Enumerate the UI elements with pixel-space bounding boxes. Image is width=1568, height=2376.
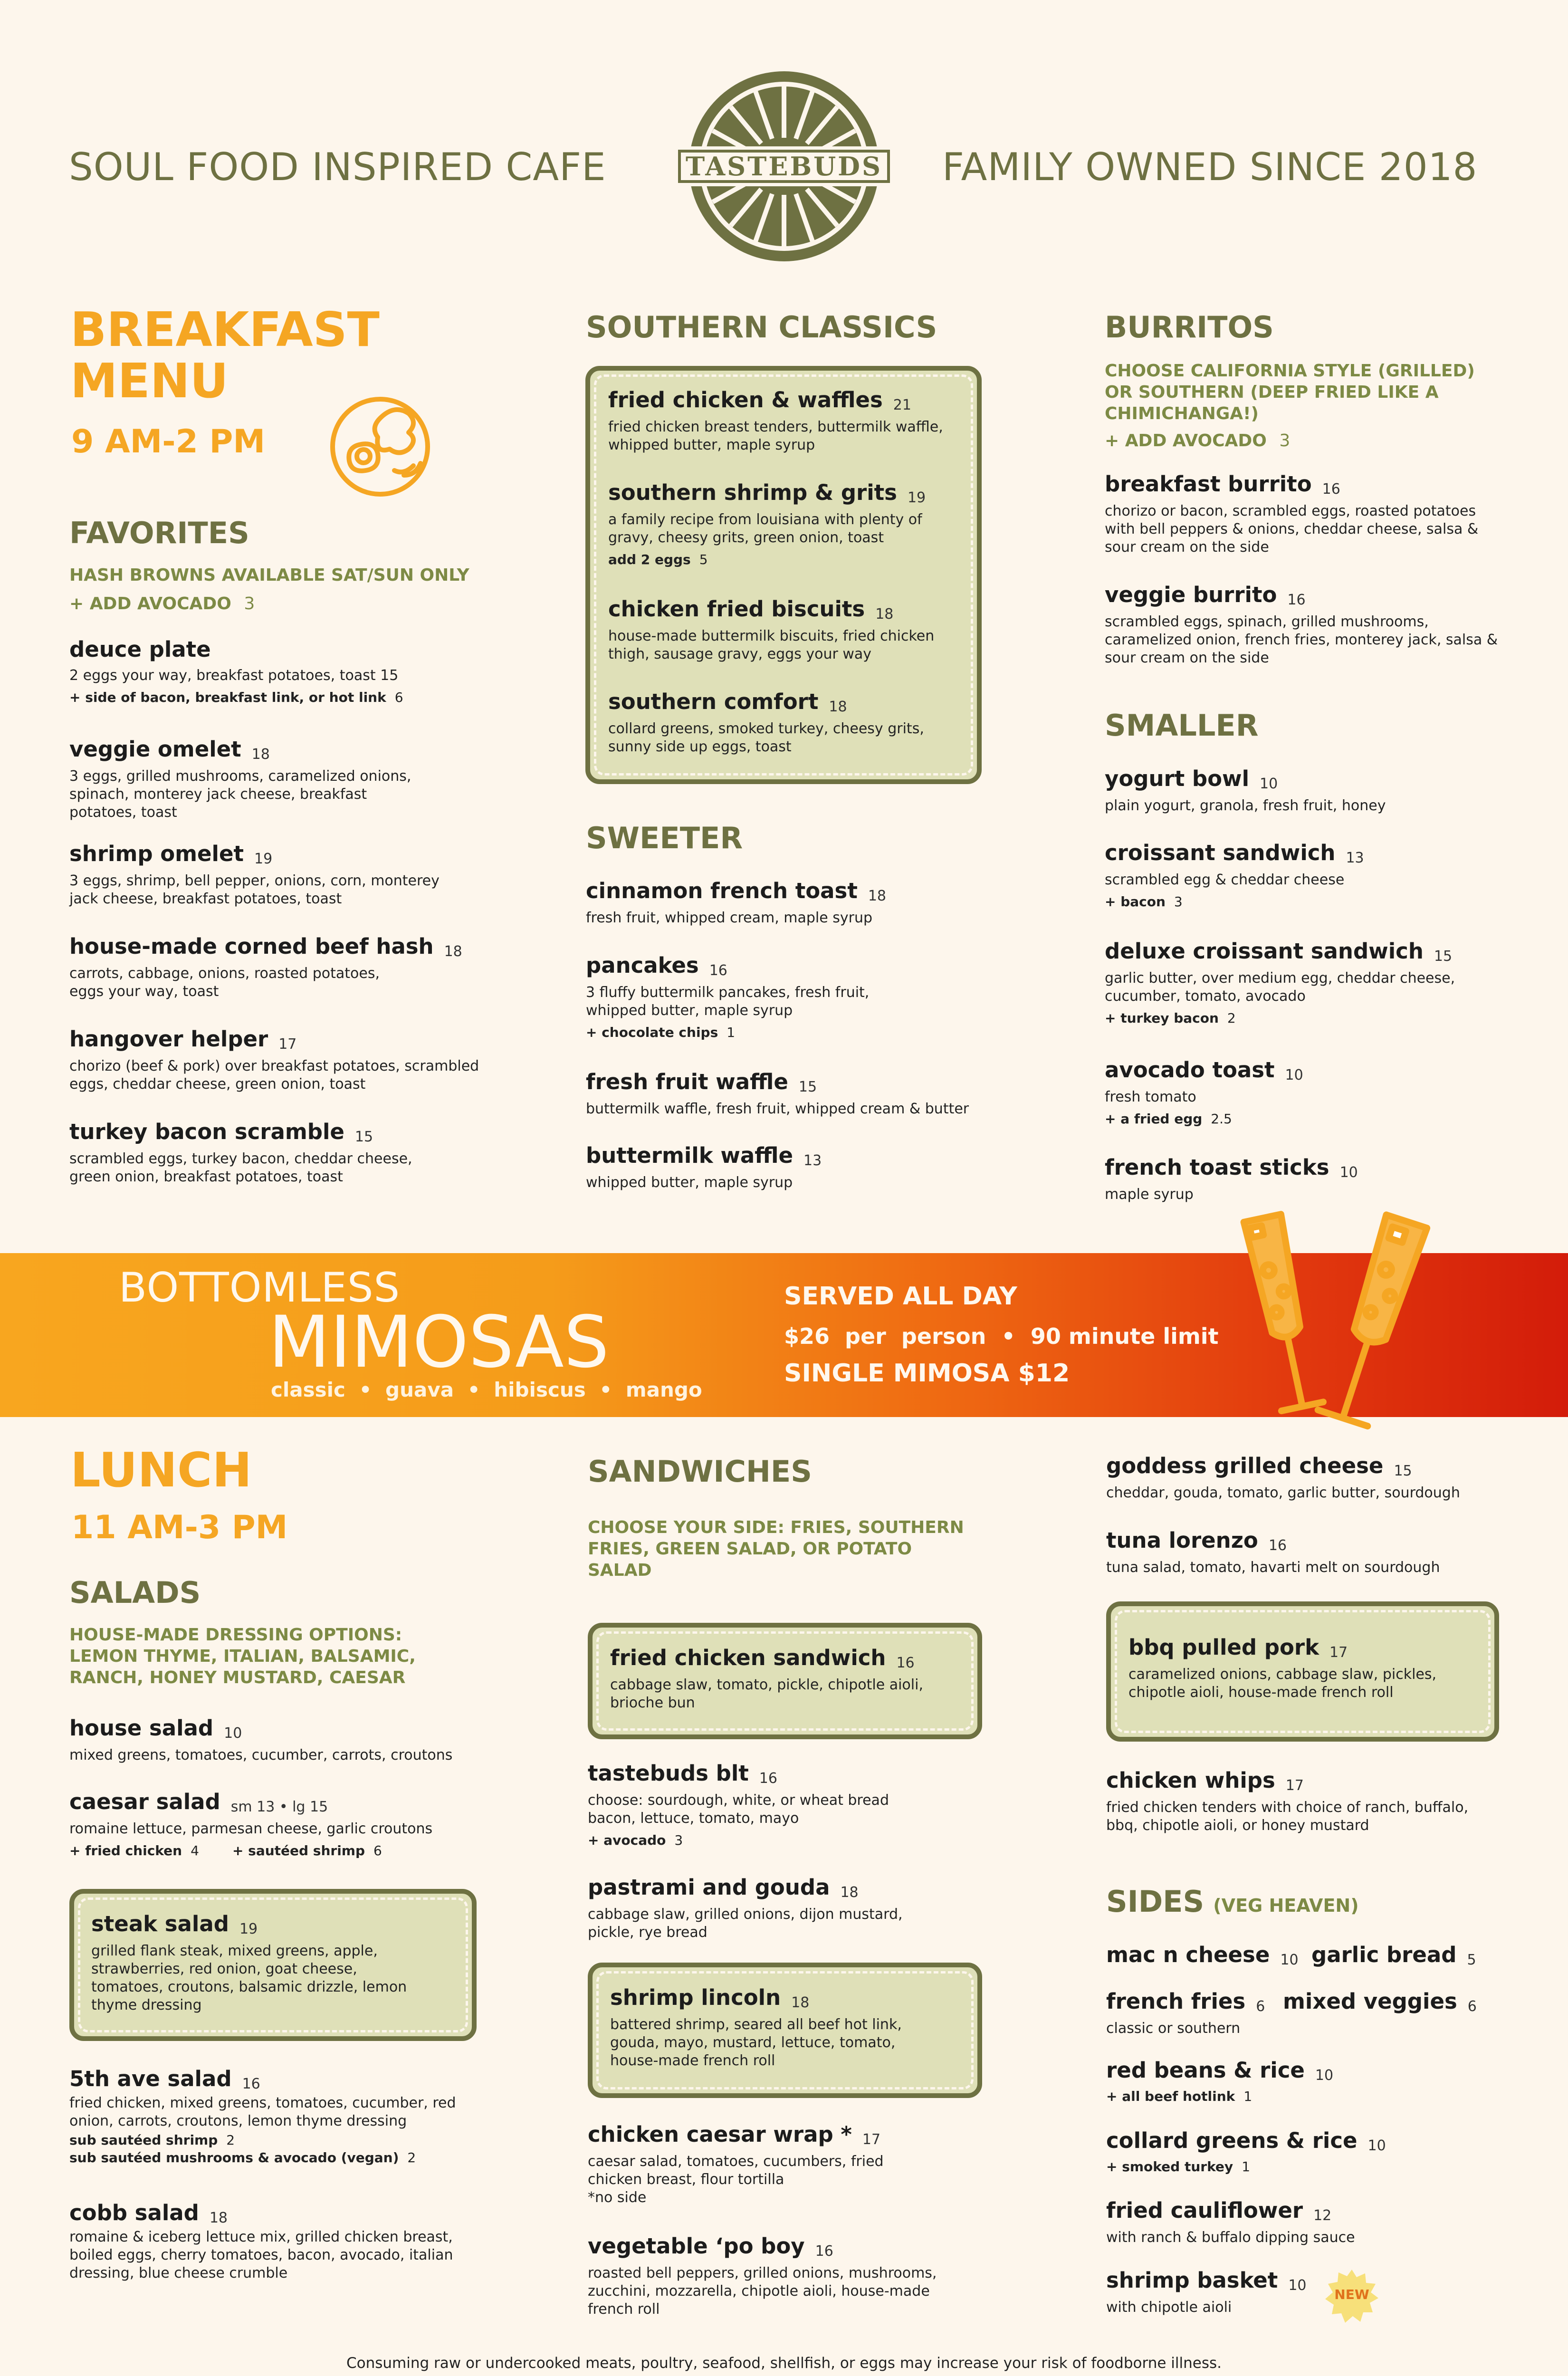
item-desc: chorizo or bacon, scrambled eggs, roasted potatoes with bell peppers & onions, cheddar cheese, salsa & sour cream on the side (1105, 503, 1479, 556)
item-name: french toast sticks (1105, 1155, 1329, 1180)
menu-item-turkey-bacon-scramble (69, 1119, 478, 1186)
item-desc: caramelized onions, cabbage slaw, pickles, chipotle aioli, house-made french roll (1128, 1666, 1437, 1701)
item-price: 16 (242, 2076, 260, 2092)
item-desc: battered shrimp, seared all beef hot link, gouda, mayo, mustard, lettuce, tomato, house-made french roll (610, 2016, 902, 2069)
item-addon-2-price: 2 (407, 2150, 416, 2165)
item-desc: chorizo (beef & pork) over breakfast potatoes, scrambled eggs, cheddar cheese, green onion, toast (69, 1058, 479, 1092)
menu-item-veggie-burrito (1105, 582, 1504, 667)
footer-disclaimer: Consuming raw or undercooked meats, poultry, seafood, shellfish, or eggs may increase your risk of foodborne illness. (346, 2355, 1222, 2372)
logo-wordmark: TASTEBUDS (685, 151, 883, 182)
item-name: bbq pulled pork (1128, 1635, 1319, 1660)
item-price: 13 (1346, 850, 1364, 866)
item-name: deuce plate (69, 637, 211, 662)
item-name: red beans & rice (1106, 2058, 1305, 2083)
item-name: house salad (69, 1715, 214, 1741)
menu-item-shrimp-basket (1106, 2268, 1486, 2317)
item-price: 16 (759, 1770, 777, 1787)
item-desc: plain yogurt, granola, fresh fruit, honey (1105, 797, 1386, 814)
item-price: 18 (251, 746, 270, 763)
item-desc: scrambled eggs, turkey bacon, cheddar cheese, green onion, breakfast potatoes, toast (69, 1150, 412, 1185)
item-price: 19 (239, 1921, 258, 1937)
item-addon: + avocado (588, 1832, 666, 1848)
item-price: 17 (1285, 1777, 1304, 1794)
salads-title: SALADS (69, 1575, 201, 1610)
item-price: 17 (1329, 1644, 1348, 1661)
item-desc: fried chicken, mixed greens, tomatoes, cucumber, red onion, carrots, croutons, lemon thyme dressing (69, 2095, 456, 2129)
favorites-avocado-addon (69, 593, 255, 614)
item-name: caesar salad (69, 1789, 220, 1814)
item-name: turkey bacon scramble (69, 1119, 344, 1144)
item-name: french fries (1106, 1989, 1246, 2014)
item-desc: cheddar, gouda, tomato, garlic butter, sourdough (1106, 1485, 1460, 1501)
item-price: 16 (815, 2243, 833, 2260)
item-name: mac n cheese (1106, 1942, 1270, 1967)
right-tagline: FAMILY OWNED SINCE 2018 (942, 145, 1478, 189)
item-name: cinnamon french toast (586, 878, 858, 903)
smaller-title: SMALLER (1105, 708, 1259, 743)
item-desc: 3 eggs, grilled mushrooms, caramelized onions, spinach, monterey jack cheese, breakfast potatoes, toast (69, 768, 411, 821)
item-name: shrimp omelet (69, 841, 244, 866)
item-name: deluxe croissant sandwich (1105, 939, 1424, 964)
item-desc: tuna salad, tomato, havarti melt on sourdough (1106, 1559, 1440, 1576)
item-note: *no side (588, 2189, 647, 2206)
breakfast-title-line1: BREAKFAST (70, 302, 380, 357)
item-price: 10 (1315, 2067, 1334, 2084)
burritos-addon-label: + ADD AVOCADO (1105, 431, 1267, 450)
item-name: goddess grilled cheese (1106, 1453, 1384, 1478)
mimosa-served: SERVED ALL DAY (784, 1282, 1017, 1311)
item-price: 16 (1268, 1537, 1287, 1554)
item-price: sm 13 • lg 15 (230, 1799, 328, 1815)
mimosa-title: MIMOSAS (268, 1301, 609, 1384)
item-desc: 3 fluffy buttermilk pancakes, fresh fruit, whipped butter, maple syrup (586, 984, 870, 1019)
flavor-hibiscus: hibiscus (494, 1378, 586, 1401)
item-price: 18 (868, 888, 887, 904)
item-price: 17 (278, 1036, 297, 1053)
item-addon-price: 3 (1174, 894, 1183, 910)
breakfast-title-line2: MENU (70, 353, 229, 409)
item-name: fried chicken & waffles (608, 387, 883, 412)
burritos-note: CHOOSE CALIFORNIA STYLE (GRILLED) OR SOUTHERN (DEEP FRIED LIKE A CHIMICHANGA!) (1105, 361, 1475, 423)
burritos-addon-price: 3 (1279, 431, 1291, 450)
menu-item-shrimp-omelet (69, 841, 478, 908)
item-price: 18 (209, 2210, 228, 2226)
menu-item-steak-salad (91, 1911, 462, 2014)
item-desc: with chipotle aioli (1106, 2299, 1232, 2316)
menu-item-fried-cauliflower (1106, 2198, 1486, 2247)
menu-item-buttermilk-waffle (586, 1143, 975, 1192)
item-desc: 2 eggs your way, breakfast potatoes, toast 15 (69, 667, 399, 684)
item-name: fried cauliflower (1106, 2198, 1303, 2223)
item-name: shrimp basket (1106, 2268, 1278, 2293)
item-desc: 3 eggs, shrimp, bell pepper, onions, corn, monterey jack cheese, breakfast potatoes, toast (69, 872, 440, 907)
item-name: tuna lorenzo (1106, 1528, 1258, 1553)
item-desc: maple syrup (1105, 1186, 1194, 1203)
item-name: pastrami and gouda (588, 1875, 830, 1900)
item-price: 16 (1322, 481, 1340, 498)
item-name: house-made corned beef hash (69, 934, 434, 959)
item-addon-price: 1 (1243, 2089, 1252, 2104)
menu-item-fried-chicken-sandwich (610, 1645, 971, 1712)
item-desc: roasted bell peppers, grilled onions, mushrooms, zucchini, mozzarella, chipotle aioli, house-made french roll (588, 2265, 937, 2318)
item-price: 13 (803, 1152, 822, 1169)
item-price: 18 (444, 943, 462, 960)
item-price: 16 (1287, 592, 1306, 608)
item-desc: cabbage slaw, tomato, pickle, chipotle aioli, brioche bun (610, 1677, 923, 1711)
item-name: southern comfort (608, 689, 819, 714)
menu-item-chicken-whips (1106, 1768, 1515, 1835)
mimosa-single: SINGLE MIMOSA $12 (784, 1359, 1070, 1388)
sweeter-title: SWEETER (586, 821, 743, 855)
lunch-title: LUNCH (70, 1442, 252, 1498)
menu-item-avocado-toast (1105, 1057, 1504, 1127)
menu-item-house-salad (69, 1715, 497, 1764)
item-price: 17 (862, 2131, 881, 2148)
item-name: chicken fried biscuits (608, 596, 865, 622)
sides-heading (1106, 1884, 1359, 1919)
menu-item-bbq-pulled-pork (1128, 1635, 1490, 1702)
menu-item-veggie-omelet (69, 737, 449, 822)
item-name: tastebuds blt (588, 1761, 749, 1786)
menu-item-mixed-veggies (1283, 1989, 1477, 2015)
item-name: southern shrimp & grits (608, 480, 897, 505)
menu-item-red-beans-rice (1106, 2058, 1486, 2104)
item-price: 10 (1260, 776, 1278, 792)
favorites-title: FAVORITES (69, 516, 249, 550)
item-price: 6 (1256, 1998, 1265, 2015)
menu-item-tuna-lorenzo (1106, 1528, 1515, 1577)
item-desc: carrots, cabbage, onions, roasted potatoes, eggs your way, toast (69, 965, 380, 1000)
item-name: yogurt bowl (1105, 766, 1249, 791)
menu-item-yogurt-bowl (1105, 766, 1504, 815)
item-name: fresh fruit waffle (586, 1069, 788, 1094)
item-price: 10 (1339, 1164, 1358, 1181)
item-addon: sub sautéed shrimp (69, 2132, 218, 2148)
menu-item-croissant-sandwich (1105, 840, 1504, 910)
item-price: 15 (798, 1079, 817, 1095)
burritos-title: BURRITOS (1105, 310, 1274, 345)
mimosa-bottomless: BOTTOMLESS (119, 1264, 401, 1312)
southern-classics-title: SOUTHERN CLASSICS (586, 310, 937, 345)
item-price: 6 (1467, 1998, 1477, 2015)
left-tagline: SOUL FOOD INSPIRED CAFE (69, 145, 606, 189)
item-desc: scrambled eggs, spinach, grilled mushrooms, caramelized onion, french fries, monterey jack, salsa & sour cream on the side (1105, 613, 1498, 666)
item-name: cobb salad (69, 2200, 199, 2225)
item-price: 18 (791, 1994, 810, 2011)
menu-item-goddess-grilled-cheese (1106, 1453, 1515, 1502)
menu-item-cobb-salad (69, 2200, 497, 2282)
item-name: fried chicken sandwich (610, 1645, 886, 1670)
item-desc: romaine & iceberg lettuce mix, grilled chicken breast, boiled eggs, cherry tomatoes, bacon, avocado, italian dressing, blue cheese crumble (69, 2229, 453, 2281)
item-desc: house-made buttermilk biscuits, fried chicken thigh, sausage gravy, eggs your way (608, 628, 935, 662)
item-name: garlic bread (1311, 1942, 1457, 1967)
tastebuds-logo (665, 67, 903, 276)
item-name: chicken caesar wrap * (588, 2122, 852, 2147)
menu-item-pastrami-and-gouda (588, 1875, 987, 1942)
item-addon-price: 2.5 (1211, 1111, 1232, 1127)
item-addon-price: 1 (1242, 2159, 1251, 2175)
favorites-note: HASH BROWNS AVAILABLE SAT/SUN ONLY (69, 565, 469, 585)
item-desc: garlic butter, over medium egg, cheddar cheese, cucumber, tomato, avocado (1105, 970, 1455, 1005)
item-name: shrimp lincoln (610, 1985, 781, 2010)
flavor-guava: guava (385, 1378, 454, 1401)
item-price: 19 (254, 851, 273, 867)
item-addon: + chocolate chips (586, 1025, 718, 1040)
item-name: pancakes (586, 953, 699, 978)
item-desc: fried chicken tenders with choice of ranch, buffalo, bbq, chipotle aioli, or honey mustard (1106, 1799, 1469, 1834)
menu-item-deluxe-croissant-sandwich (1105, 939, 1504, 1026)
item-price: 16 (709, 962, 727, 979)
item-addon: + turkey bacon (1105, 1010, 1219, 1026)
item-desc: fresh fruit, whipped cream, maple syrup (586, 910, 873, 926)
item-addon: + bacon (1105, 894, 1166, 910)
item-name: hangover helper (69, 1026, 268, 1052)
item-desc: caesar salad, tomatoes, cucumbers, fried chicken breast, flour tortilla (588, 2153, 884, 2188)
item-addon: + side of bacon, breakfast link, or hot link (69, 690, 386, 705)
item-name: buttermilk waffle (586, 1143, 794, 1168)
item-price: 18 (829, 699, 847, 715)
item-addon: + fried chicken (69, 1843, 182, 1859)
item-price: 10 (1288, 2277, 1307, 2294)
item-desc: romaine lettuce, parmesan cheese, garlic croutons (69, 1820, 433, 1837)
mimosa-flavors: classic • guava • hibiscus • mango (271, 1378, 702, 1401)
item-addon-price: 3 (674, 1832, 683, 1848)
item-name: mixed veggies (1283, 1989, 1457, 2014)
menu-item-shrimp-lincoln (610, 1985, 971, 2070)
item-addon: + a fried egg (1105, 1111, 1203, 1127)
menu-item-collard-greens-rice (1106, 2128, 1486, 2175)
item-name: avocado toast (1105, 1057, 1275, 1083)
item-addon-price: 1 (727, 1025, 736, 1040)
lunch-hours: 11 AM-3 PM (71, 1509, 288, 1546)
sides-title: SIDES (1106, 1884, 1205, 1919)
item-price: 18 (875, 606, 894, 623)
menu-item-caesar-salad (69, 1789, 497, 1859)
item-addon-price: 5 (699, 552, 708, 567)
item-price: 18 (840, 1884, 859, 1901)
menu-item-fresh-fruit-waffle (586, 1069, 975, 1118)
item-addon-price: 2 (1227, 1010, 1236, 1026)
salads-note: HOUSE-MADE DRESSING OPTIONS: LEMON THYME, ITALIAN, BALSAMIC, RANCH, HONEY MUSTARD, CAESAR (69, 1625, 416, 1687)
item-desc: classic or southern (1106, 2020, 1241, 2037)
item-addon-price: 6 (394, 690, 403, 705)
item-name: veggie omelet (69, 737, 241, 762)
item-addon: + smoked turkey (1106, 2159, 1233, 2175)
item-addon-2-price: 6 (373, 1843, 382, 1859)
menu-item-shrimp-grits (608, 480, 969, 567)
sandwiches-note: CHOOSE YOUR SIDE: FRIES, SOUTHERN FRIES, GREEN SALAD, OR POTATO SALAD (588, 1518, 964, 1580)
item-addon-price: 2 (226, 2132, 235, 2148)
item-price: 10 (224, 1725, 242, 1742)
favorites-addon-price: 3 (244, 594, 255, 613)
menu-item-breakfast-burrito (1105, 471, 1504, 556)
egg-bacon-plate-icon (323, 390, 447, 506)
item-desc: choose: sourdough, white, or wheat bread bacon, lettuce, tomato, mayo (588, 1792, 889, 1827)
champagne-glasses-icon (1226, 1198, 1454, 1447)
item-addon: add 2 eggs (608, 552, 691, 567)
flavor-classic: classic (271, 1378, 345, 1401)
item-price: 10 (1280, 1952, 1299, 1968)
menu-item-tastebuds-blt (588, 1761, 987, 1848)
item-name: breakfast burrito (1105, 471, 1312, 497)
menu-item-hangover-helper (69, 1026, 497, 1093)
item-name: collard greens & rice (1106, 2128, 1358, 2153)
item-name: 5th ave salad (69, 2066, 232, 2091)
item-desc: fried chicken breast tenders, buttermilk waffle, whipped butter, maple syrup (608, 419, 943, 453)
item-addon: + all beef hotlink (1106, 2089, 1235, 2104)
menu-item-fried-chicken-waffles (608, 387, 969, 454)
menu-item-garlic-bread (1311, 1942, 1476, 1968)
item-desc: scrambled egg & cheddar cheese (1105, 872, 1345, 888)
menu-item-southern-comfort (608, 689, 969, 756)
item-desc: mixed greens, tomatoes, cucumber, carrots, croutons (69, 1747, 453, 1763)
item-price: 10 (1367, 2137, 1386, 2154)
item-price: 15 (1434, 948, 1453, 965)
mimosa-price-line: $26 per person • 90 minute limit (784, 1323, 1219, 1349)
item-price: 10 (1285, 1067, 1303, 1083)
item-price: 12 (1313, 2207, 1332, 2224)
menu-item-5th-ave-salad (69, 2066, 497, 2165)
item-name: croissant sandwich (1105, 840, 1336, 865)
item-price: 5 (1467, 1952, 1476, 1968)
menu-item-mac-n-cheese (1106, 1942, 1299, 1968)
menu-item-pancakes (586, 953, 975, 1040)
item-name: veggie burrito (1105, 582, 1277, 607)
item-desc: grilled flank steak, mixed greens, apple, strawberries, red onion, goat cheese, tomatoes, croutons, balsamic drizzle, lemon thyme dressing (91, 1943, 407, 2013)
item-name: chicken whips (1106, 1768, 1275, 1793)
sides-subtitle: (VEG HEAVEN) (1213, 1895, 1359, 1916)
menu-item-cinnamon-french-toast (586, 878, 975, 927)
item-price: 15 (1394, 1463, 1412, 1479)
item-price: 15 (354, 1129, 373, 1145)
burritos-avocado-addon (1105, 430, 1290, 451)
item-addon-2: + sautéed shrimp (232, 1843, 365, 1859)
item-desc: collard greens, smoked turkey, cheesy grits, sunny side up eggs, toast (608, 720, 924, 755)
favorites-addon-label: + ADD AVOCADO (69, 594, 231, 613)
item-desc: fresh tomato (1105, 1089, 1196, 1105)
item-desc: whipped butter, maple syrup (586, 1174, 793, 1191)
item-price: 21 (893, 397, 911, 413)
item-name: vegetable ‘po boy (588, 2233, 805, 2259)
item-name: steak salad (91, 1911, 229, 1936)
item-desc: with ranch & buffalo dipping sauce (1106, 2229, 1355, 2246)
new-badge (1323, 2268, 1380, 2325)
flavor-mango: mango (625, 1378, 702, 1401)
item-desc: buttermilk waffle, fresh fruit, whipped cream & butter (586, 1101, 969, 1117)
item-desc: cabbage slaw, grilled onions, dijon mustard, pickle, rye bread (588, 1906, 903, 1941)
sandwiches-title: SANDWICHES (588, 1454, 812, 1489)
menu-item-chicken-caesar-wrap (588, 2122, 987, 2207)
menu-item-corned-beef-hash (69, 934, 478, 1001)
menu-item-french-toast-sticks (1105, 1155, 1504, 1204)
menu-item-vegetable-po-boy (588, 2233, 987, 2319)
item-desc: a family recipe from louisiana with plenty of gravy, cheesy grits, green onion, toast (608, 511, 922, 546)
item-price: 19 (907, 489, 926, 506)
item-addon-price: 4 (191, 1843, 199, 1859)
item-addon-2: sub sautéed mushrooms & avocado (vegan) (69, 2150, 399, 2165)
menu-item-french-fries (1106, 1989, 1306, 2038)
item-price: 16 (896, 1655, 915, 1671)
menu-item-deuce-plate (69, 637, 449, 705)
new-badge-label: NEW (1334, 2287, 1369, 2302)
breakfast-hours: 9 AM-2 PM (71, 423, 265, 460)
menu-item-chicken-fried-biscuits (608, 596, 969, 663)
